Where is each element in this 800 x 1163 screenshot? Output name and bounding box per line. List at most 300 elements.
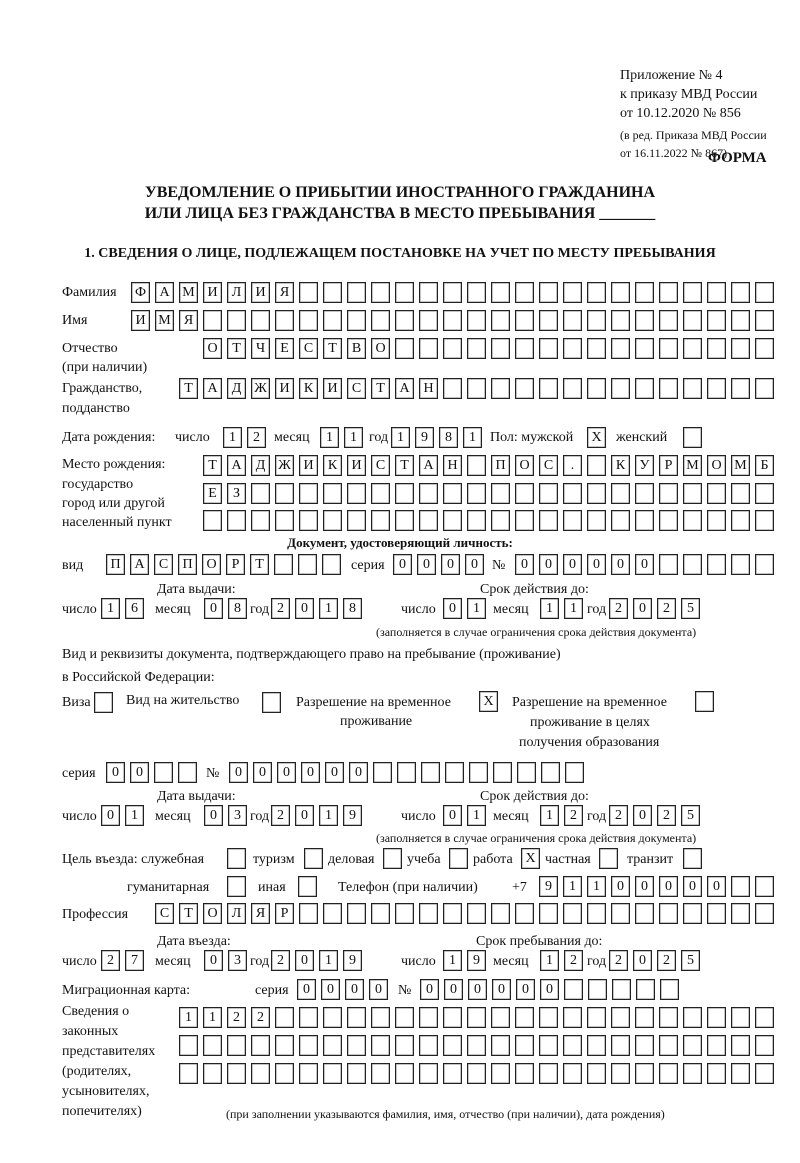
char-box[interactable] [611, 903, 630, 924]
char-box[interactable]: 5 [681, 598, 700, 619]
char-box[interactable]: 0 [635, 876, 654, 897]
char-box[interactable] [251, 310, 270, 331]
char-box[interactable]: 5 [681, 950, 700, 971]
char-box[interactable]: И [275, 378, 294, 399]
char-box[interactable] [707, 310, 726, 331]
purpose-transit-checkbox[interactable] [683, 848, 703, 869]
char-box[interactable] [383, 848, 402, 869]
char-box[interactable] [683, 378, 702, 399]
char-box[interactable] [755, 876, 774, 897]
birthplace-field-1[interactable] [203, 455, 775, 476]
char-box[interactable] [755, 1063, 774, 1084]
char-box[interactable] [587, 483, 606, 504]
char-box[interactable]: Р [226, 554, 245, 575]
char-box[interactable] [563, 510, 582, 531]
char-box[interactable]: С [155, 903, 174, 924]
char-box[interactable]: 0 [130, 762, 149, 783]
sex-female-checkbox[interactable] [683, 427, 703, 448]
char-box[interactable] [275, 1063, 294, 1084]
char-box[interactable]: 8 [343, 598, 362, 619]
char-box[interactable] [395, 903, 414, 924]
char-box[interactable] [660, 979, 679, 1000]
char-box[interactable] [731, 510, 750, 531]
char-box[interactable] [683, 427, 702, 448]
char-box[interactable] [659, 338, 678, 359]
char-box[interactable] [227, 510, 246, 531]
char-box[interactable] [731, 483, 750, 504]
char-box[interactable] [395, 1063, 414, 1084]
char-box[interactable]: И [203, 282, 222, 303]
char-box[interactable]: И [251, 282, 270, 303]
sex-male-checkbox[interactable] [587, 427, 607, 448]
char-box[interactable] [611, 378, 630, 399]
char-box[interactable] [395, 483, 414, 504]
char-box[interactable] [322, 554, 341, 575]
char-box[interactable] [635, 1035, 654, 1056]
char-box[interactable] [203, 310, 222, 331]
char-box[interactable] [659, 1007, 678, 1028]
char-box[interactable] [419, 310, 438, 331]
char-box[interactable] [397, 762, 416, 783]
char-box[interactable] [635, 310, 654, 331]
char-box[interactable] [275, 510, 294, 531]
char-box[interactable] [563, 282, 582, 303]
char-box[interactable]: 0 [321, 979, 340, 1000]
char-box[interactable]: 1 [540, 950, 559, 971]
char-box[interactable]: 1 [344, 427, 363, 448]
representatives-field-2[interactable] [179, 1035, 775, 1056]
char-box[interactable]: 3 [228, 805, 247, 826]
char-box[interactable] [251, 1035, 270, 1056]
char-box[interactable]: О [707, 455, 726, 476]
char-box[interactable] [467, 282, 486, 303]
char-box[interactable] [491, 483, 510, 504]
char-box[interactable] [493, 762, 512, 783]
char-box[interactable]: Ф [131, 282, 150, 303]
purpose-business-checkbox[interactable] [383, 848, 403, 869]
char-box[interactable]: С [539, 455, 558, 476]
stay-day-field[interactable] [443, 950, 487, 971]
char-box[interactable]: 0 [345, 979, 364, 1000]
char-box[interactable] [299, 1063, 318, 1084]
char-box[interactable]: О [371, 338, 390, 359]
char-box[interactable]: 1 [564, 598, 583, 619]
char-box[interactable]: Л [227, 903, 246, 924]
char-box[interactable]: 1 [467, 598, 486, 619]
char-box[interactable]: Е [203, 483, 222, 504]
char-box[interactable] [419, 282, 438, 303]
char-box[interactable] [419, 338, 438, 359]
char-box[interactable]: Б [755, 455, 774, 476]
char-box[interactable] [683, 1063, 702, 1084]
char-box[interactable] [515, 510, 534, 531]
char-box[interactable] [515, 1063, 534, 1084]
char-box[interactable] [347, 1007, 366, 1028]
char-box[interactable] [298, 876, 317, 897]
char-box[interactable] [731, 903, 750, 924]
char-box[interactable] [611, 338, 630, 359]
purpose-other-checkbox[interactable] [298, 876, 318, 897]
char-box[interactable] [371, 483, 390, 504]
char-box[interactable]: Я [275, 282, 294, 303]
char-box[interactable]: 0 [633, 950, 652, 971]
char-box[interactable] [491, 282, 510, 303]
char-box[interactable]: 0 [563, 554, 582, 575]
char-box[interactable] [731, 338, 750, 359]
char-box[interactable] [395, 310, 414, 331]
char-box[interactable]: 9 [343, 805, 362, 826]
char-box[interactable] [541, 762, 560, 783]
char-box[interactable]: 0 [633, 598, 652, 619]
right-issue-year-field[interactable] [271, 805, 363, 826]
char-box[interactable]: А [419, 455, 438, 476]
visa-checkbox[interactable] [94, 692, 114, 713]
doc-kind-field[interactable] [106, 554, 342, 575]
char-box[interactable]: 0 [297, 979, 316, 1000]
char-box[interactable] [275, 1035, 294, 1056]
citizenship-field[interactable] [179, 378, 775, 399]
char-box[interactable] [612, 979, 631, 1000]
char-box[interactable] [421, 762, 440, 783]
char-box[interactable] [443, 310, 462, 331]
residence-checkbox[interactable] [262, 692, 282, 713]
char-box[interactable] [659, 554, 678, 575]
char-box[interactable] [611, 1007, 630, 1028]
char-box[interactable] [469, 762, 488, 783]
char-box[interactable] [467, 338, 486, 359]
char-box[interactable] [203, 1063, 222, 1084]
char-box[interactable]: 0 [295, 950, 314, 971]
char-box[interactable]: 0 [635, 554, 654, 575]
char-box[interactable] [419, 1063, 438, 1084]
char-box[interactable] [707, 1035, 726, 1056]
char-box[interactable] [347, 1035, 366, 1056]
char-box[interactable] [539, 1035, 558, 1056]
char-box[interactable] [323, 282, 342, 303]
char-box[interactable] [467, 1063, 486, 1084]
char-box[interactable]: 0 [441, 554, 460, 575]
char-box[interactable]: О [515, 455, 534, 476]
char-box[interactable]: 0 [101, 805, 120, 826]
char-box[interactable]: 2 [657, 950, 676, 971]
char-box[interactable]: К [611, 455, 630, 476]
char-box[interactable]: 1 [391, 427, 410, 448]
purpose-humanitarian-checkbox[interactable] [227, 876, 247, 897]
char-box[interactable] [443, 282, 462, 303]
char-box[interactable] [251, 1063, 270, 1084]
representatives-field-1[interactable] [179, 1007, 775, 1028]
char-box[interactable] [683, 483, 702, 504]
char-box[interactable]: 1 [101, 598, 120, 619]
char-box[interactable]: 0 [301, 762, 320, 783]
char-box[interactable] [659, 1063, 678, 1084]
char-box[interactable] [371, 1007, 390, 1028]
char-box[interactable] [395, 282, 414, 303]
char-box[interactable]: X [479, 691, 498, 712]
name-field[interactable] [131, 310, 775, 331]
char-box[interactable]: 0 [229, 762, 248, 783]
char-box[interactable] [683, 848, 702, 869]
char-box[interactable]: 2 [271, 950, 290, 971]
char-box[interactable] [755, 1007, 774, 1028]
char-box[interactable] [731, 1063, 750, 1084]
char-box[interactable] [599, 848, 618, 869]
char-box[interactable]: 2 [564, 805, 583, 826]
char-box[interactable]: 0 [204, 950, 223, 971]
char-box[interactable] [611, 282, 630, 303]
char-box[interactable] [707, 903, 726, 924]
char-box[interactable]: 1 [203, 1007, 222, 1028]
char-box[interactable] [323, 310, 342, 331]
char-box[interactable] [347, 903, 366, 924]
char-box[interactable]: 0 [587, 554, 606, 575]
char-box[interactable] [755, 338, 774, 359]
char-box[interactable] [515, 903, 534, 924]
char-box[interactable] [275, 310, 294, 331]
char-box[interactable] [299, 1035, 318, 1056]
char-box[interactable]: Е [275, 338, 294, 359]
char-box[interactable] [611, 1063, 630, 1084]
char-box[interactable] [395, 510, 414, 531]
char-box[interactable] [683, 282, 702, 303]
char-box[interactable] [539, 903, 558, 924]
phone-field[interactable] [539, 876, 775, 897]
char-box[interactable]: 1 [223, 427, 242, 448]
char-box[interactable] [515, 378, 534, 399]
char-box[interactable] [635, 1007, 654, 1028]
doc-number-field[interactable] [515, 554, 775, 575]
char-box[interactable]: 0 [204, 805, 223, 826]
char-box[interactable]: 0 [295, 598, 314, 619]
char-box[interactable] [299, 310, 318, 331]
char-box[interactable]: Т [203, 455, 222, 476]
char-box[interactable] [707, 510, 726, 531]
char-box[interactable]: П [178, 554, 197, 575]
char-box[interactable] [683, 554, 702, 575]
char-box[interactable] [371, 1063, 390, 1084]
char-box[interactable] [659, 483, 678, 504]
char-box[interactable]: Р [275, 903, 294, 924]
char-box[interactable] [635, 378, 654, 399]
char-box[interactable] [445, 762, 464, 783]
char-box[interactable] [515, 310, 534, 331]
char-box[interactable]: 2 [227, 1007, 246, 1028]
char-box[interactable] [262, 692, 281, 713]
char-box[interactable]: Я [179, 310, 198, 331]
right-valid-month-field[interactable] [540, 805, 584, 826]
char-box[interactable]: Н [419, 378, 438, 399]
char-box[interactable]: X [587, 427, 606, 448]
char-box[interactable]: А [227, 455, 246, 476]
char-box[interactable] [299, 483, 318, 504]
char-box[interactable]: И [323, 378, 342, 399]
char-box[interactable]: 2 [251, 1007, 270, 1028]
char-box[interactable]: С [371, 455, 390, 476]
char-box[interactable] [467, 1035, 486, 1056]
char-box[interactable]: 1 [319, 950, 338, 971]
char-box[interactable]: 9 [343, 950, 362, 971]
char-box[interactable] [659, 1035, 678, 1056]
char-box[interactable] [491, 903, 510, 924]
char-box[interactable]: Т [179, 378, 198, 399]
char-box[interactable] [371, 903, 390, 924]
char-box[interactable] [251, 483, 270, 504]
char-box[interactable]: 0 [443, 598, 462, 619]
char-box[interactable] [299, 510, 318, 531]
char-box[interactable]: 2 [609, 598, 628, 619]
char-box[interactable] [563, 903, 582, 924]
char-box[interactable] [587, 455, 606, 476]
char-box[interactable]: 0 [420, 979, 439, 1000]
char-box[interactable] [611, 483, 630, 504]
char-box[interactable] [419, 483, 438, 504]
char-box[interactable]: 2 [609, 805, 628, 826]
char-box[interactable]: 0 [659, 876, 678, 897]
char-box[interactable] [347, 510, 366, 531]
entry-month-field[interactable] [204, 950, 248, 971]
char-box[interactable] [179, 1063, 198, 1084]
char-box[interactable] [588, 979, 607, 1000]
char-box[interactable]: 5 [681, 805, 700, 826]
char-box[interactable]: X [521, 848, 540, 869]
char-box[interactable] [563, 1035, 582, 1056]
char-box[interactable] [659, 282, 678, 303]
char-box[interactable] [563, 338, 582, 359]
char-box[interactable]: З [227, 483, 246, 504]
char-box[interactable] [395, 1007, 414, 1028]
char-box[interactable]: О [202, 554, 221, 575]
char-box[interactable]: М [155, 310, 174, 331]
char-box[interactable] [227, 310, 246, 331]
char-box[interactable] [731, 282, 750, 303]
profession-field[interactable] [155, 903, 775, 924]
doc-valid-month-field[interactable] [540, 598, 584, 619]
char-box[interactable] [467, 483, 486, 504]
char-box[interactable] [635, 483, 654, 504]
char-box[interactable]: С [299, 338, 318, 359]
char-box[interactable]: 0 [492, 979, 511, 1000]
char-box[interactable]: 0 [277, 762, 296, 783]
char-box[interactable]: 0 [540, 979, 559, 1000]
char-box[interactable] [539, 1007, 558, 1028]
char-box[interactable]: 2 [609, 950, 628, 971]
char-box[interactable] [443, 1007, 462, 1028]
char-box[interactable]: 1 [319, 805, 338, 826]
char-box[interactable] [299, 1007, 318, 1028]
char-box[interactable] [563, 378, 582, 399]
char-box[interactable] [707, 554, 726, 575]
char-box[interactable] [491, 310, 510, 331]
char-box[interactable] [515, 483, 534, 504]
char-box[interactable]: 1 [319, 598, 338, 619]
char-box[interactable] [587, 310, 606, 331]
char-box[interactable] [587, 1007, 606, 1028]
char-box[interactable] [587, 903, 606, 924]
char-box[interactable] [635, 903, 654, 924]
char-box[interactable] [299, 903, 318, 924]
char-box[interactable]: И [131, 310, 150, 331]
entry-day-field[interactable] [101, 950, 145, 971]
char-box[interactable]: 2 [657, 598, 676, 619]
char-box[interactable] [563, 483, 582, 504]
right-issue-month-field[interactable] [204, 805, 248, 826]
char-box[interactable] [707, 1007, 726, 1028]
char-box[interactable]: Т [371, 378, 390, 399]
char-box[interactable] [443, 378, 462, 399]
char-box[interactable] [491, 1063, 510, 1084]
char-box[interactable] [491, 1007, 510, 1028]
char-box[interactable] [587, 510, 606, 531]
char-box[interactable] [419, 903, 438, 924]
char-box[interactable]: Т [250, 554, 269, 575]
char-box[interactable]: 0 [611, 876, 630, 897]
char-box[interactable] [539, 338, 558, 359]
char-box[interactable] [539, 378, 558, 399]
char-box[interactable] [731, 554, 750, 575]
stay-month-field[interactable] [540, 950, 584, 971]
birthplace-field-2[interactable] [203, 483, 775, 504]
char-box[interactable]: И [299, 455, 318, 476]
char-box[interactable] [491, 378, 510, 399]
char-box[interactable] [154, 762, 173, 783]
char-box[interactable] [467, 455, 486, 476]
char-box[interactable]: 1 [125, 805, 144, 826]
doc-issue-month-field[interactable] [204, 598, 248, 619]
char-box[interactable] [443, 483, 462, 504]
char-box[interactable] [707, 1063, 726, 1084]
doc-valid-year-field[interactable] [609, 598, 701, 619]
char-box[interactable] [683, 1035, 702, 1056]
char-box[interactable]: Л [227, 282, 246, 303]
char-box[interactable] [491, 1035, 510, 1056]
purpose-study-checkbox[interactable] [449, 848, 469, 869]
char-box[interactable]: 2 [271, 805, 290, 826]
char-box[interactable]: Д [227, 378, 246, 399]
char-box[interactable] [449, 848, 468, 869]
char-box[interactable]: К [323, 455, 342, 476]
char-box[interactable] [611, 310, 630, 331]
char-box[interactable]: Ж [275, 455, 294, 476]
char-box[interactable] [515, 1007, 534, 1028]
char-box[interactable] [491, 510, 510, 531]
char-box[interactable]: 1 [467, 805, 486, 826]
char-box[interactable] [683, 510, 702, 531]
right-valid-day-field[interactable] [443, 805, 487, 826]
char-box[interactable] [683, 338, 702, 359]
char-box[interactable] [491, 338, 510, 359]
temp-permit-edu-checkbox[interactable] [695, 691, 715, 712]
birth-month-field[interactable] [320, 427, 364, 448]
char-box[interactable] [611, 1035, 630, 1056]
char-box[interactable]: 1 [443, 950, 462, 971]
char-box[interactable]: 9 [467, 950, 486, 971]
char-box[interactable] [755, 1035, 774, 1056]
char-box[interactable]: 0 [468, 979, 487, 1000]
birth-year-field[interactable] [391, 427, 483, 448]
char-box[interactable] [178, 762, 197, 783]
char-box[interactable] [323, 510, 342, 531]
char-box[interactable] [707, 338, 726, 359]
char-box[interactable] [731, 1035, 750, 1056]
char-box[interactable] [304, 848, 323, 869]
char-box[interactable]: Р [659, 455, 678, 476]
char-box[interactable] [565, 762, 584, 783]
char-box[interactable] [635, 510, 654, 531]
purpose-official-checkbox[interactable] [227, 848, 247, 869]
char-box[interactable]: А [155, 282, 174, 303]
char-box[interactable]: 0 [515, 554, 534, 575]
right-issue-day-field[interactable] [101, 805, 145, 826]
